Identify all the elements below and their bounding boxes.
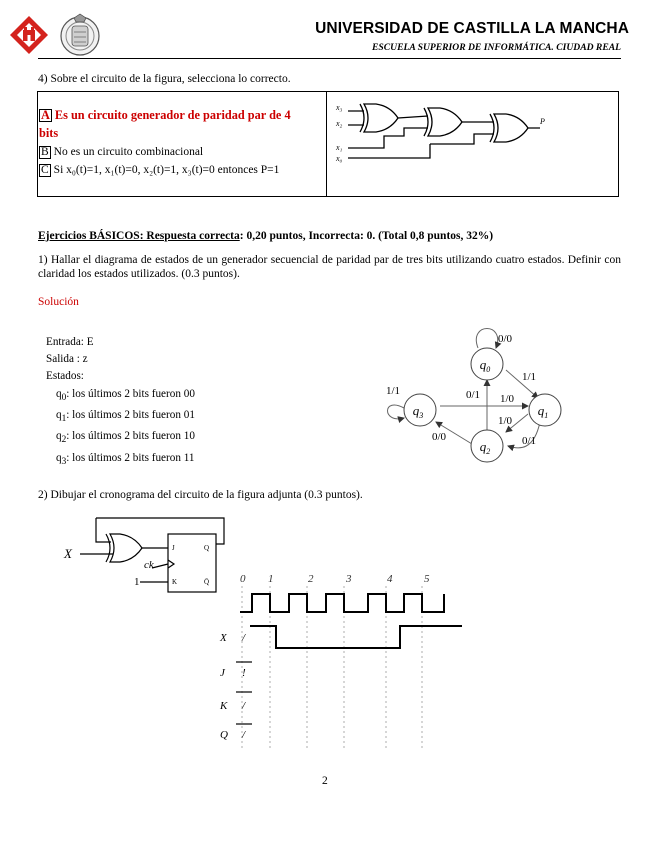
estados-line: Estados: <box>46 370 84 383</box>
node-q1-label: $q_1$ <box>537 403 549 420</box>
signal-x-name: X <box>220 632 227 644</box>
label-x3: x₃ <box>336 103 343 112</box>
node-q0-label: $q_0$ <box>479 357 491 374</box>
edge-q3-self <box>388 405 405 419</box>
state-diagram <box>378 326 588 472</box>
state-q2: $q_2$: los últimos 2 bits fueron 10 <box>56 430 195 446</box>
q-pin-label: Q <box>204 544 210 552</box>
edge-label-q2-q3: 0/0 <box>432 431 447 443</box>
signal-k-mark: / <box>242 700 246 712</box>
label-x0: x₀ <box>336 154 343 163</box>
state-q0: $q_0$: los últimos 2 bits fueron 00 <box>56 387 195 403</box>
state-q1: $q_1$: los últimos 2 bits fueron 01 <box>56 409 195 425</box>
node-q2 <box>471 430 503 462</box>
xor-gate-1 <box>360 104 398 132</box>
header-rule <box>38 58 621 59</box>
edge-label-q2-q0: 0/1 <box>466 389 481 401</box>
section-heading-underlined: Ejercicios BÁSICOS: Respuesta correcta <box>38 230 240 242</box>
edge-label-q0-q1: 1/1 <box>522 371 537 383</box>
states-list <box>46 334 195 471</box>
school-subtitle: ESCUELA SUPERIOR DE INFORMÁTICA. CIUDAD REAL <box>372 42 621 53</box>
xor-circuit-diagram <box>334 96 564 168</box>
label-p: P <box>540 117 545 126</box>
option-c-letter: C <box>41 164 49 176</box>
option-b-letter: B <box>41 146 49 158</box>
node-q3-label: $q_3$ <box>412 403 424 420</box>
uclm-logo <box>8 14 50 56</box>
page-number: 2 <box>322 775 328 787</box>
option-a[interactable] <box>39 108 323 122</box>
x-input-label: X <box>64 546 72 561</box>
one-input-label: 1 <box>134 576 140 588</box>
option-a-text: Es un circuito generador de paridad par de 4 <box>54 108 291 122</box>
node-q1 <box>529 394 561 426</box>
tick-label-5: 5 <box>424 573 430 585</box>
x-waveform <box>250 626 462 648</box>
node-q3 <box>404 394 436 426</box>
tick-label-3: 3 <box>346 573 352 585</box>
salida-line: Salida : z <box>46 353 88 366</box>
section-heading <box>38 230 493 242</box>
option-c[interactable] <box>39 163 279 177</box>
university-title: UNIVERSIDAD DE CASTILLA LA MANCHA <box>315 20 629 37</box>
section-heading-rest: : 0,20 puntos, Incorrecta: 0. (Total 0,8 puntos, 32%) <box>239 230 494 242</box>
option-b[interactable] <box>39 145 203 159</box>
xor-gate-3 <box>490 114 528 142</box>
entrada-line: Entrada: E <box>46 336 94 348</box>
signal-j-name: J <box>220 667 225 679</box>
option-c-text: Si x₀(t)=1, x₁(t)=0, x₂(t)=1, x₃(t)=0 entonces P=1 <box>53 164 280 176</box>
solution-label: Solución <box>38 296 79 308</box>
tick-label-0: 0 <box>240 573 246 585</box>
edge-label-q0-self: 0/0 <box>498 333 513 345</box>
option-a-line2: bits <box>39 126 59 140</box>
edge-q0-self <box>476 329 497 349</box>
signal-k-name: K <box>220 700 228 712</box>
label-x2: x₂ <box>336 119 343 128</box>
xor-gate-2 <box>424 108 462 136</box>
clock-waveform <box>240 594 444 612</box>
signal-q-name: Q <box>220 729 228 741</box>
signal-j-mark: ! <box>242 667 246 679</box>
state-q3: $q_3$: los últimos 2 bits fueron 11 <box>56 451 195 468</box>
j-pin-label: J <box>172 544 175 552</box>
signal-q-mark: / <box>242 729 246 741</box>
timing-diagram <box>210 568 472 750</box>
option-a-letter: A <box>41 108 50 122</box>
label-x1: x₁ <box>336 143 343 152</box>
edge-label-q3-q1: 1/0 <box>500 393 515 405</box>
k-pin-label: K <box>172 578 178 586</box>
exercise-1-statement: 1) Hallar el diagrama de estados de un generador secuencial de paridad par de tres bits utilizando cuatro estados. Definir con claridad los estados utilizados. (0.3 puntos). <box>38 254 621 280</box>
node-q2-label: $q_2$ <box>479 439 491 456</box>
tick-label-4: 4 <box>387 573 393 585</box>
tick-label-1: 1 <box>268 573 274 585</box>
edge-label-q3-self: 1/1 <box>386 385 401 397</box>
edge-label-q1-q2: 1/0 <box>498 415 513 427</box>
university-seal-logo <box>58 12 102 58</box>
question-4-prompt: 4) Sobre el circuito de la figura, selecciona lo correcto. <box>38 73 291 85</box>
option-b-text: No es un circuito combinacional <box>53 146 204 158</box>
qbar-pin-label: Q̄ <box>204 578 210 586</box>
tick-label-2: 2 <box>308 573 314 585</box>
signal-x-mark: / <box>242 632 246 644</box>
ck-label: ck <box>144 559 154 571</box>
exercise-2-statement: 2) Dibujar el cronograma del circuito de la figura adjunta (0.3 puntos). <box>38 489 363 501</box>
node-q0 <box>471 348 503 380</box>
edge-label-q1-q2b: 0/1 <box>522 435 537 447</box>
question-4-divider <box>326 91 327 197</box>
xor-gate <box>106 534 142 562</box>
